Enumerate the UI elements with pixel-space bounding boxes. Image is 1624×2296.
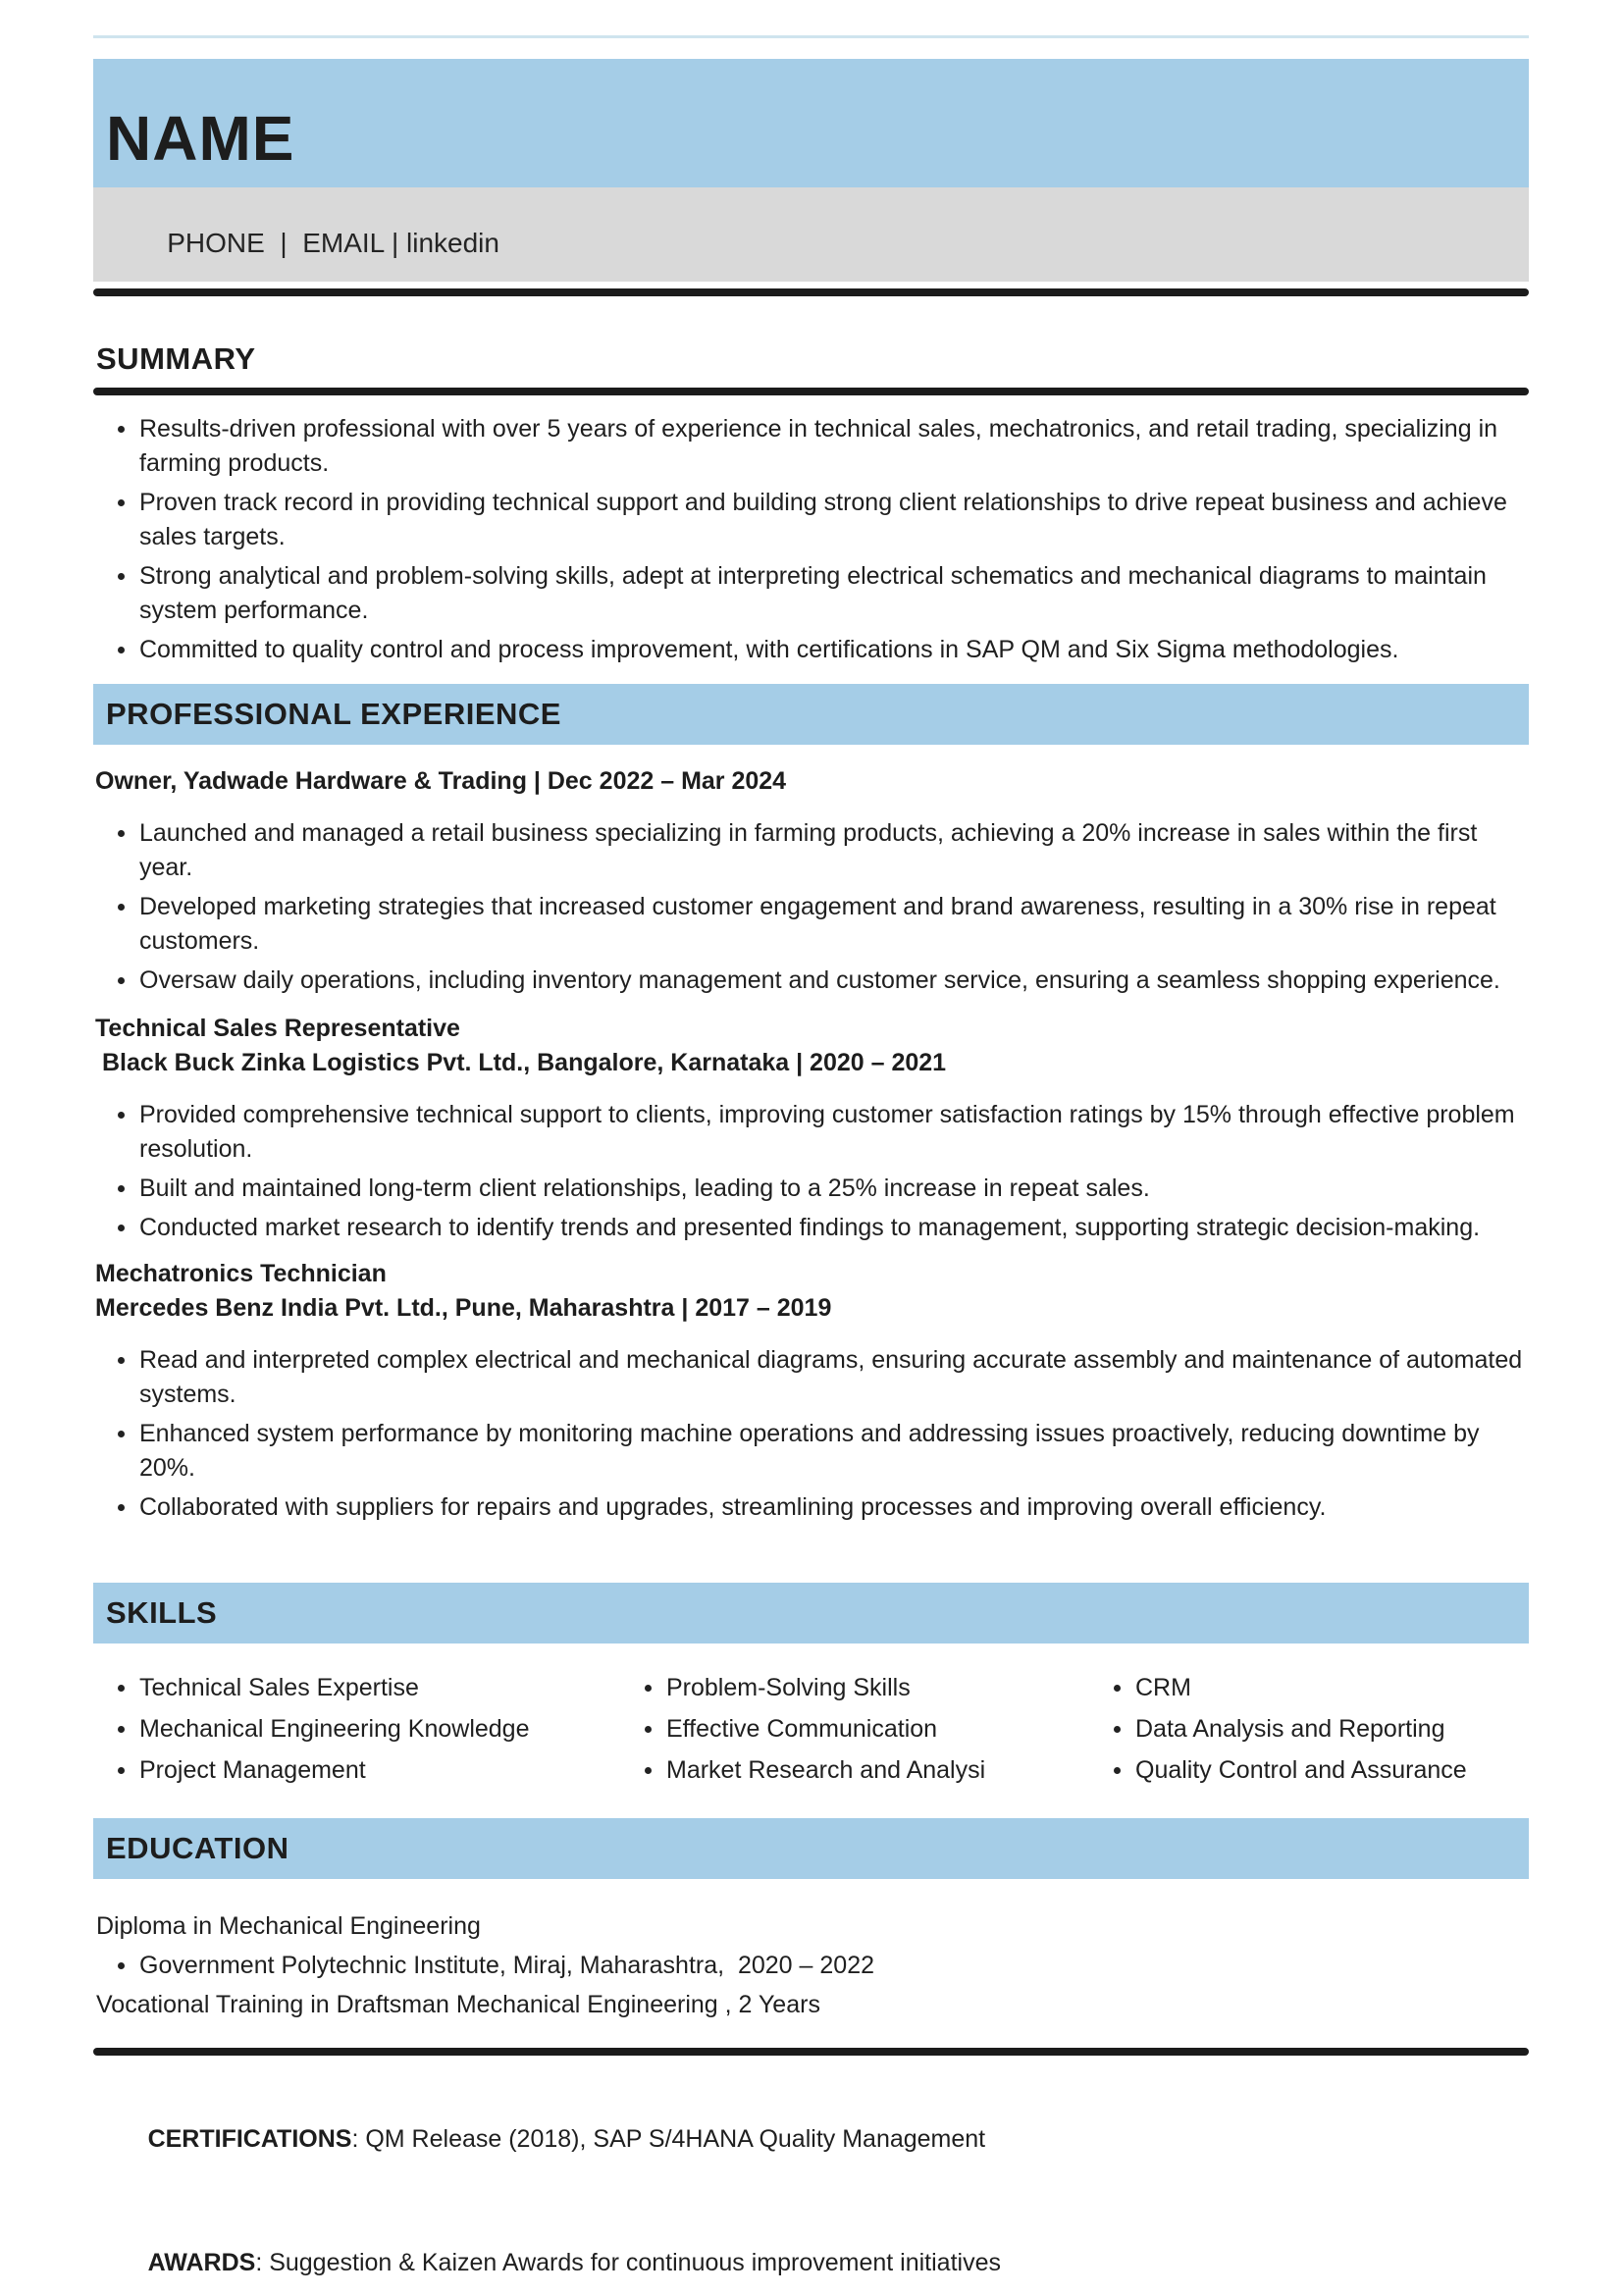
skill-item: Mechanical Engineering Knowledge: [93, 1712, 620, 1747]
top-accent-line: [93, 35, 1529, 38]
experience-heading: PROFESSIONAL EXPERIENCE: [93, 684, 1529, 745]
awards-line: [93, 2201, 1529, 2296]
education-lines: [93, 1906, 1529, 2024]
skills-heading: SKILLS: [93, 1583, 1529, 1644]
job-bullet: Built and maintained long-term client relationships, leading to a 25% increase in repeat sales.: [93, 1172, 1529, 1206]
summary-bullet-list: [93, 412, 1529, 667]
summary-bullet: Results-driven professional with over 5 years of experience in technical sales, mechatronics, and retail trading, specializing in farming products.: [93, 412, 1529, 481]
certifications-label: CERTIFICATIONS: [147, 2125, 352, 2153]
summary-divider-rule: [93, 388, 1529, 395]
education-training: Vocational Training in Draftsman Mechanical Engineering , 2 Years: [96, 1991, 820, 2018]
job-bullet-list: [93, 1098, 1529, 1245]
job-bullet-list: [93, 1343, 1529, 1525]
job-entry: [93, 1257, 1529, 1525]
job-bullet: Conducted market research to identify trends and presented findings to management, supporting strategic decision-making.: [93, 1211, 1529, 1245]
skills-column: [93, 1671, 620, 1795]
footer-divider-rule: [93, 2048, 1529, 2056]
awards-text: : Suggestion & Kaizen Awards for continuous improvement initiatives: [255, 2249, 1001, 2276]
skill-item: Market Research and Analysi: [620, 1753, 1089, 1788]
education-section: [93, 1818, 1529, 2056]
summary-heading: SUMMARY: [96, 341, 256, 376]
job-title: Owner, Yadwade Hardware & Trading | Dec 2022 – Mar 2024: [95, 767, 787, 795]
summary-bullet: Strong analytical and problem-solving skills, adept at interpreting electrical schematics and mechanical diagrams to maintain system performance.: [93, 559, 1529, 628]
contact-banner: [93, 187, 1529, 282]
skills-section: [93, 1583, 1529, 1795]
header-divider-rule: [93, 288, 1529, 296]
job-bullet: Collaborated with suppliers for repairs and upgrades, streamlining processes and improving overall efficiency.: [93, 1490, 1529, 1525]
skill-item: Quality Control and Assurance: [1089, 1753, 1529, 1788]
summary-bullet: Proven track record in providing technical support and building strong client relationships to drive repeat business and achieve sales targets.: [93, 486, 1529, 554]
education-degree: Diploma in Mechanical Engineering: [96, 1912, 481, 1940]
job-title: Technical Sales Representative: [95, 1015, 460, 1042]
job-entry: [93, 1012, 1529, 1245]
skill-item: Data Analysis and Reporting: [1089, 1712, 1529, 1747]
resume-content: [93, 0, 1529, 2296]
job-entry: [93, 764, 1529, 998]
skill-item: Problem-Solving Skills: [620, 1671, 1089, 1705]
contact-line: PHONE | EMAIL | linkedin: [167, 228, 499, 258]
name-banner: [93, 59, 1529, 187]
job-title: Mechatronics Technician: [95, 1260, 387, 1287]
skills-grid: [93, 1671, 1529, 1795]
certifications-text: : QM Release (2018), SAP S/4HANA Quality Management: [351, 2125, 986, 2153]
education-heading: EDUCATION: [93, 1818, 1529, 1879]
person-name: NAME: [106, 102, 295, 174]
job-bullet: Enhanced system performance by monitoring machine operations and addressing issues proactively, reducing downtime by 20%.: [93, 1417, 1529, 1486]
job-bullet: Provided comprehensive technical support to clients, improving customer satisfaction ratings by 15% through effective problem resolution.: [93, 1098, 1529, 1167]
job-bullet: Launched and managed a retail business specializing in farming products, achieving a 20% increase in sales within the first year.: [93, 816, 1529, 885]
skills-column: [1089, 1671, 1529, 1795]
job-bullet: Developed marketing strategies that increased customer engagement and brand awareness, resulting in a 30% rise in repeat customers.: [93, 890, 1529, 959]
skill-item: Project Management: [93, 1753, 620, 1788]
job-company: Mercedes Benz India Pvt. Ltd., Pune, Maharashtra | 2017 – 2019: [95, 1294, 832, 1322]
skill-item: CRM: [1089, 1671, 1529, 1705]
awards-label: AWARDS: [147, 2249, 256, 2276]
job-company: Black Buck Zinka Logistics Pvt. Ltd., Bangalore, Karnataka | 2020 – 2021: [95, 1049, 947, 1076]
skill-item: Effective Communication: [620, 1712, 1089, 1747]
skill-item: Technical Sales Expertise: [93, 1671, 620, 1705]
skills-column: [620, 1671, 1089, 1795]
education-institute: Government Polytechnic Institute, Miraj, Maharashtra, 2020 – 2022: [93, 1946, 1529, 1985]
experience-section: [93, 684, 1529, 1525]
job-bullet: Read and interpreted complex electrical and mechanical diagrams, ensuring accurate assembly and maintenance of automated systems.: [93, 1343, 1529, 1412]
footer-section: [93, 2077, 1529, 2296]
summary-section: [93, 341, 1529, 667]
summary-bullet: Committed to quality control and process improvement, with certifications in SAP QM and Six Sigma methodologies.: [93, 633, 1529, 667]
job-bullet-list: [93, 816, 1529, 998]
resume-header: [93, 59, 1529, 296]
job-bullet: Oversaw daily operations, including inventory management and customer service, ensuring a seamless shopping experience.: [93, 964, 1529, 998]
certifications-line: [93, 2077, 1529, 2201]
